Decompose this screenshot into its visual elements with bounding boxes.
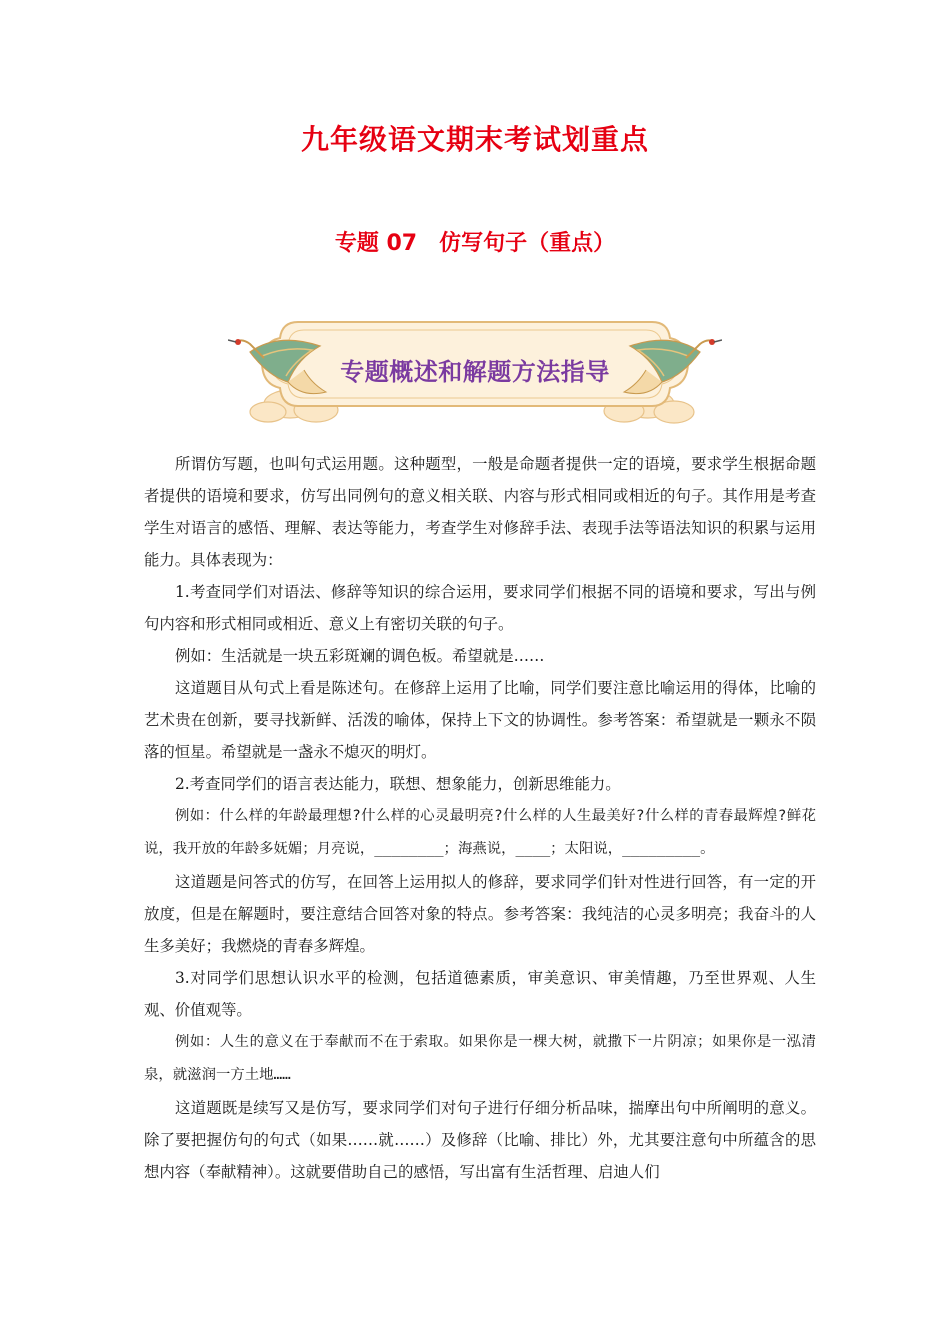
paragraph-intro: 所谓仿写题，也叫句式运用题。这种题型，一般是命题者提供一定的语境，要求学生根据命题者提供的语境和要求，仿写出同例句的意义相关联、内容与形式相同或相近的句子。其作用是考查学生对语言的感悟、理解、表达等能力，考查学生对修辞手法、表现手法等语法知识的积累与运用能力。具体表现为： [144,455,816,569]
paragraph-analysis-2: 这道题是问答式的仿写，在回答上运用拟人的修辞，要求同学们针对性进行回答，有一定的开放度，但是在解题时，要注意结合回答对象的特点。参考答案：我纯洁的心灵多明亮；我奋斗的人生多美好；我燃烧的青春多辉煌。 [144,873,816,955]
paragraph-example-1: 例如：生活就是一块五彩斑斓的调色板。希望就是…… [175,647,545,665]
document-body [144,448,816,1188]
topic-name: 仿写句子（重点） [439,231,616,256]
paragraph-analysis-1: 这道题目从句式上看是陈述句。在修辞上运用了比喻，同学们要注意比喻运用的得体，比喻的艺术贵在创新，要寻找新鲜、活泼的喻体，保持上下文的协调性。参考答案：希望就是一颗永不陨落的恒星。希望就是一盏永不熄灭的明灯。 [144,679,816,761]
section-banner [228,312,722,432]
topic-subtitle [0,226,950,257]
document-title: 九年级语文期末考试划重点 [300,123,649,156]
paragraph-example-2: 例如：什么样的年龄最理想?什么样的心灵最明亮?什么样的人生最美好?什么样的青春最辉煌?鲜花说，我开放的年龄多妩媚；月亮说，________；海燕说，____；太阳说，_________。 [144,808,816,857]
paragraph-analysis-3: 这道题既是续写又是仿写，要求同学们对句子进行仔细分析品味，揣摩出句中所阐明的意义。除了要把握仿句的句式（如果……就……）及修辞（比喻、排比）外，尤其要注意句中所蕴含的思想内容（奉献精神）。这就要借助自己的感悟，写出富有生活哲理、启迪人们 [144,1099,816,1181]
paragraph-point-3: 3.对同学们思想认识水平的检测，包括道德素质，审美意识、审美情趣，乃至世界观、人生观、价值观等。 [144,969,816,1019]
banner-label: 专题概述和解题方法指导 [340,358,610,386]
paragraph-point-2: 2.考查同学们的语言表达能力，联想、想象能力，创新思维能力。 [175,775,621,793]
paragraph-example-3: 例如：人生的意义在于奉献而不在于索取。如果你是一棵大树，就撒下一片阴凉；如果你是一泓清泉，就滋润一方土地…… [144,1034,816,1083]
topic-number: 专题 07 [334,231,418,256]
paragraph-point-1: 1.考查同学们对语法、修辞等知识的综合运用，要求同学们根据不同的语境和要求，写出与例句内容和形式相同或相近、意义上有密切关联的句子。 [144,583,816,633]
